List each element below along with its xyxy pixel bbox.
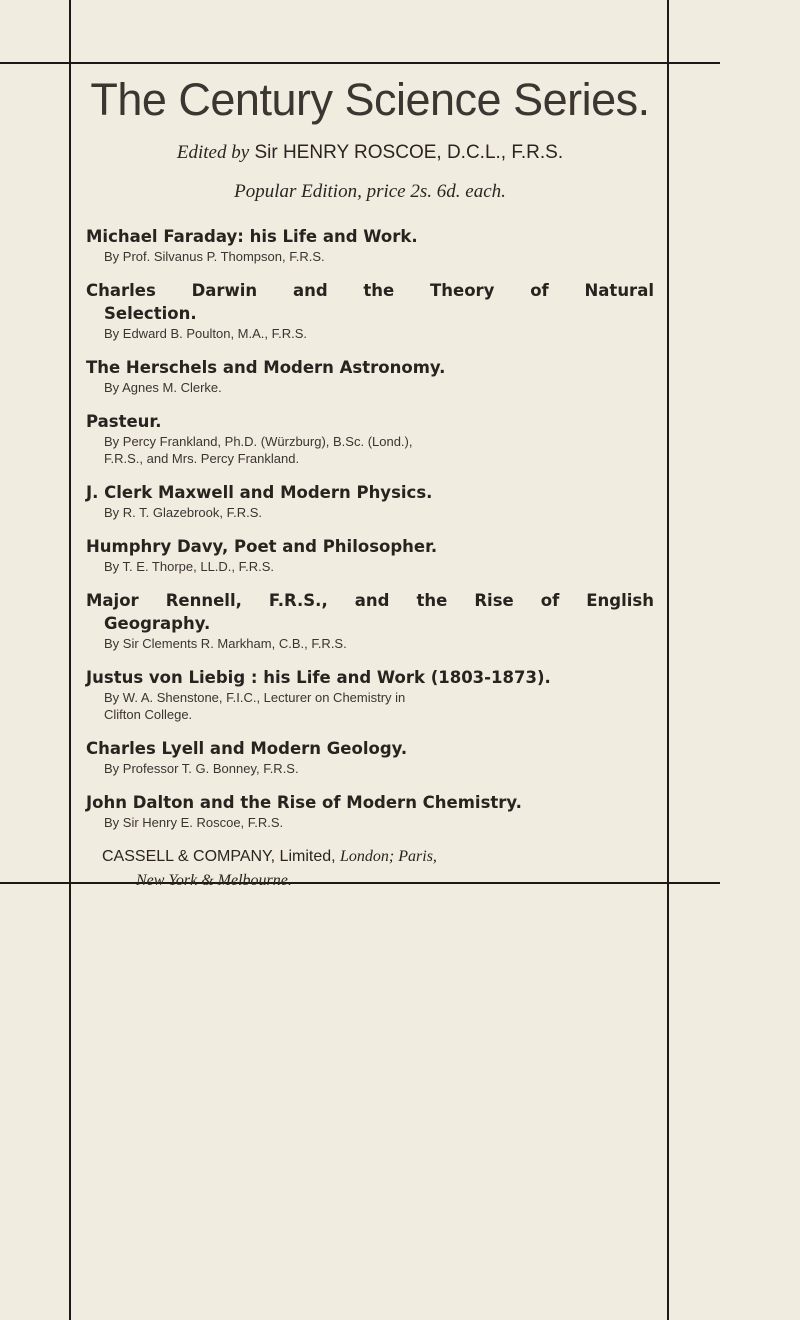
publisher-cities: London; Paris, xyxy=(340,848,437,865)
list-item xyxy=(86,589,654,652)
book-author: By Prof. Silvanus P. Thompson, F.R.S. xyxy=(104,249,325,264)
book-author: By Professor T. G. Bonney, F.R.S. xyxy=(104,761,299,776)
book-author: By R. T. Glazebrook, F.R.S. xyxy=(104,505,262,520)
list-item xyxy=(86,791,654,831)
book-author: By Sir Clements R. Markham, C.B., F.R.S. xyxy=(104,636,347,651)
book-author: By Percy Frankland, Ph.D. (Würzburg), B.Sc. (Lond.), xyxy=(104,434,413,449)
list-item xyxy=(86,410,654,467)
series-title: The Century Science Series. xyxy=(90,74,650,125)
book-author: By Agnes M. Clerke. xyxy=(104,380,222,395)
book-list xyxy=(86,225,654,831)
book-title: Justus von Liebig : his Life and Work (1803-1873). xyxy=(86,668,551,687)
book-author: By T. E. Thorpe, LL.D., F.R.S. xyxy=(104,559,275,574)
list-item xyxy=(86,481,654,521)
book-title: Charles Darwin and the Theory of Natural xyxy=(86,281,654,300)
editor-line xyxy=(86,140,654,166)
book-title: The Herschels and Modern Astronomy. xyxy=(86,358,446,377)
top-horizontal-rule xyxy=(0,62,720,64)
list-item xyxy=(86,356,654,396)
book-author: By Edward B. Poulton, M.A., F.R.S. xyxy=(104,326,308,341)
book-title: Michael Faraday: his Life and Work. xyxy=(86,227,418,246)
list-item xyxy=(86,666,654,723)
list-item xyxy=(86,737,654,777)
publisher-name: CASSELL & COMPANY, Limited, xyxy=(102,848,336,865)
book-title: Humphry Davy, Poet and Philosopher. xyxy=(86,537,438,556)
book-author: By Sir Henry E. Roscoe, F.R.S. xyxy=(104,815,284,830)
editor-name: Sir HENRY ROSCOE, D.C.L., F.R.S. xyxy=(254,142,564,163)
left-vertical-rule xyxy=(69,0,71,1320)
book-title: Major Rennell, F.R.S., and the Rise of English xyxy=(86,591,654,610)
list-item xyxy=(86,535,654,575)
book-title: John Dalton and the Rise of Modern Chemistry. xyxy=(86,793,522,812)
publisher-line-1 xyxy=(102,845,654,869)
book-author-continued: F.R.S., and Mrs. Percy Frankland. xyxy=(104,451,300,466)
edition-line: Popular Edition, price 2s. 6d. each. xyxy=(234,181,506,202)
editor-prefix: Edited by xyxy=(176,142,250,163)
advertisement-page xyxy=(86,70,654,893)
publisher-imprint xyxy=(86,845,654,893)
right-vertical-rule xyxy=(667,0,669,1320)
book-title: Charles Lyell and Modern Geology. xyxy=(86,739,408,758)
book-author-continued: Clifton College. xyxy=(104,707,193,722)
book-title: Pasteur. xyxy=(86,412,162,431)
book-title-continued: Selection. xyxy=(104,304,197,323)
list-item xyxy=(86,279,654,342)
book-title-continued: Geography. xyxy=(104,614,211,633)
book-title: J. Clerk Maxwell and Modern Physics. xyxy=(86,483,433,502)
book-author: By W. A. Shenstone, F.I.C., Lecturer on Chemistry in xyxy=(104,690,406,705)
publisher-cities-continued: New York & Melbourne. xyxy=(136,872,292,889)
list-item xyxy=(86,225,654,265)
